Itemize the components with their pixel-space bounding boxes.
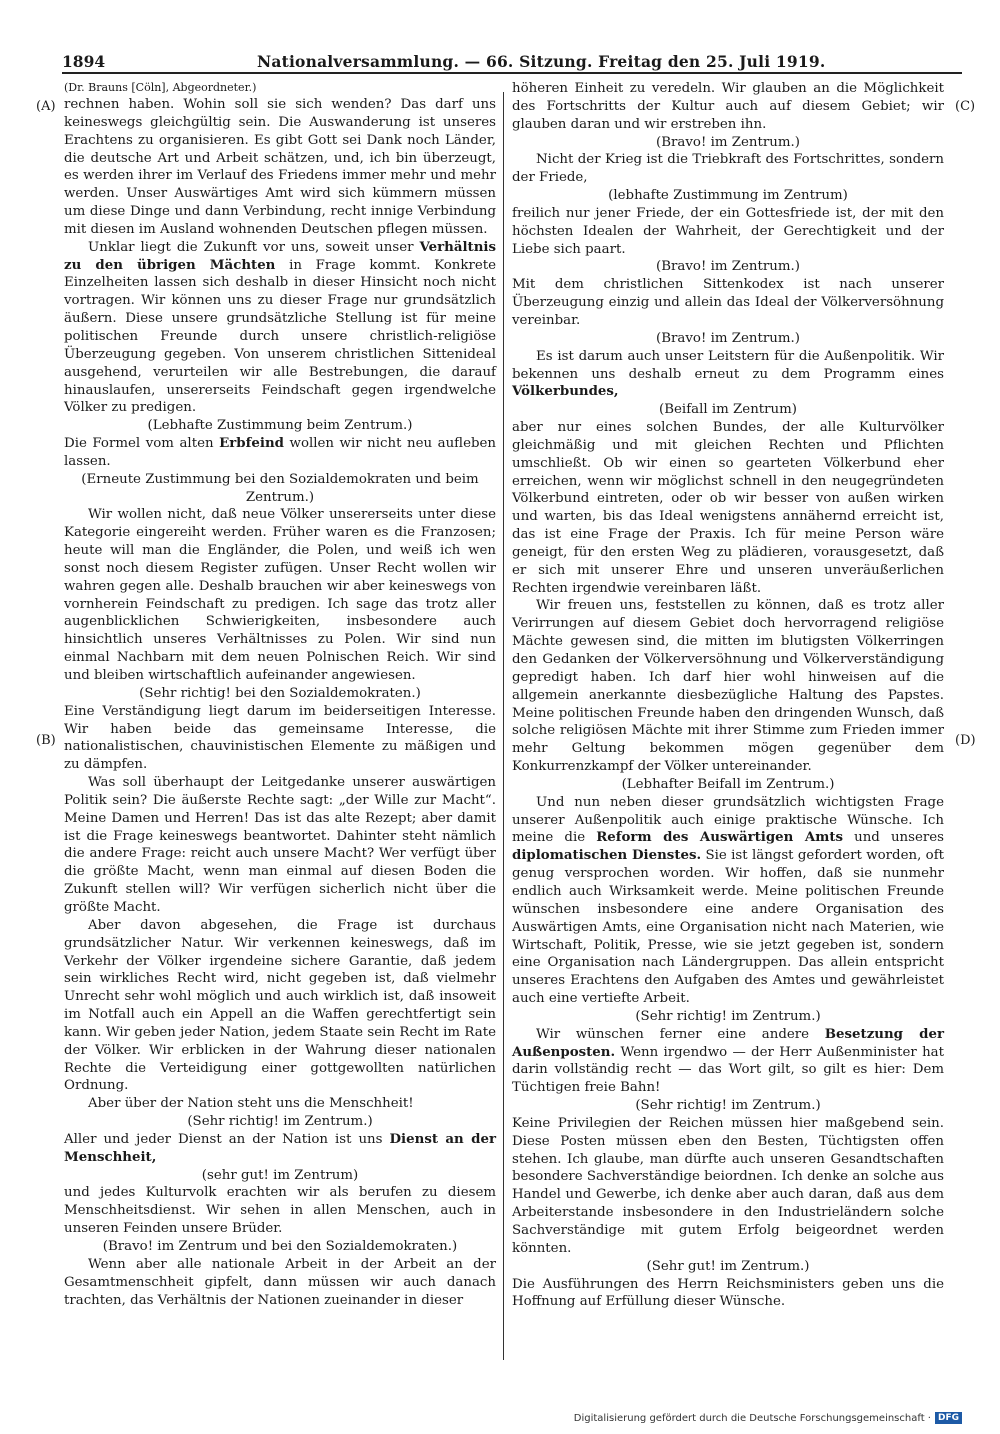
paragraph: freilich nur jener Friede, der ein Gottesfriede ist, der mit den höchsten Idealen der Wahrheit, der Gerechtigkeit und der Liebe sich paart. — [512, 205, 944, 257]
emphasis: Besetzung der Außenposten. — [512, 1025, 944, 1060]
interjection: (lebhafte Zustimmung im Zentrum) — [608, 188, 848, 204]
margin-marker-b: (B) — [36, 733, 56, 748]
right-column — [512, 80, 944, 1311]
header-rule — [62, 72, 962, 74]
margin-marker-d: (D) — [955, 733, 976, 748]
paragraph: Die Ausführungen des Herrn Reichsministers geben uns die Hoffnung auf Erfüllung dieser Wünsche. — [512, 1276, 944, 1310]
paragraph: Eine Verständigung liegt darum im beiderseitigen Interesse. Wir haben beide das gemeinsame Interesse, die nationalistischen, chauvinistischen Elemente zu mäßigen und zu dämpfen. — [64, 703, 496, 773]
paragraph: und jedes Kulturvolk erachten wir als berufen zu diesem Menschheitsdienst. Wir sehen in allen Menschen, auch in unseren Feinden unsere Brüder. — [64, 1185, 496, 1237]
interjection: (Sehr richtig! im Zentrum.) — [187, 1114, 373, 1130]
paragraph: Keine Privilegien der Reichen müssen hier maßgebend sein. Diese Posten müssen eben den Besten, Tüchtigsten offen stehen. Ich glaube, man dürfte auch unseren Gesandtschaften besondere Sachverständige beiordnen. Ich denke an solche aus Handel und Gewerbe, ich denke aber auch daran, daß aus dem Arbeiterstande insbesondere in den Industrieländern solche Sachverständige mit gutem Erfolg beigeordnet werden könnten. — [512, 1115, 944, 1256]
page-title: Nationalversammlung. — 66. Sitzung. Freitag den 25. Juli 1919. — [257, 52, 826, 71]
interjection: (Sehr richtig! bei den Sozialdemokraten.) — [139, 685, 421, 701]
paragraph: Unklar liegt die Zukunft vor uns, soweit unser Verhältnis zu den übrigen Mächten in Frage kommt. Konkrete Einzelheiten lassen sich deshalb in dieser Hinsicht noch nicht vortragen. Wir können uns zu dieser Frage nur grundsätzlich äußern. Diese unsere grundsätzliche Stellung ist für meine politischen Freunde durch unsere christlich-religiöse Überzeugung gegeben. Von unserem christlichen Sittenideal ausgehend, verurteilen wir alle Bestrebungen, die darauf hinauslaufen, unsererseits Feindschaft gegen irgendwelche Völker zu predigen. — [64, 238, 496, 416]
interjection: (Sehr richtig! im Zentrum.) — [635, 1098, 821, 1114]
paragraph: Aber über der Nation steht uns die Menschheit! — [88, 1096, 414, 1112]
page-header — [62, 50, 962, 74]
interjection: (Lebhafte Zustimmung beim Zentrum.) — [147, 418, 413, 434]
paragraph: Aber davon abgesehen, die Frage ist durchaus grundsätzlicher Natur. Wir verkennen keineswegs, daß im Verkehr der Völker irgendeine sichere Garantie, daß jedem sein wirkliches Recht wird, nicht gegeben ist, daß vielmehr Unrecht sehr wohl möglich und auch wirklich ist, daß insoweit im Notfall auch ein Appell an die Waffen gerechtfertigt sein kann. Wir geben jeder Nation, jedem Staate sein Recht im Rate der Völker. Wir erblicken in der Wahrung dieser nationalen Rechte die Verteidigung einer gottgewollten natürlichen Ordnung. — [64, 917, 496, 1094]
paragraph: höheren Einheit zu veredeln. Wir glauben an die Möglichkeit des Fortschritts der Kultur auch auf diesem Gebiet; wir glauben daran und wir erstreben ihn. — [512, 81, 944, 132]
paragraph: Mit dem christlichen Sittenkodex ist nach unserer Überzeugung einzig und allein das Ideal der Völkerversöhnung vereinbar. — [512, 277, 944, 328]
interjection: (Beifall im Zentrum) — [659, 402, 797, 418]
emphasis: Völkerbundes, — [512, 383, 619, 400]
paragraph: Nicht der Krieg ist die Triebkraft des Fortschrittes, sondern der Friede, — [512, 152, 944, 186]
paragraph: Was soll überhaupt der Leitgedanke unserer auswärtigen Politik sein? Die äußerste Rechte sagt: „der Wille zur Macht“. Meine Damen und Herren! Das ist das alte Rezept; aber damit ist die Frage keineswegs beantwortet. Dahinter steht nämlich die andere Frage: reicht auch unsere Macht? Wer verfügt über die größte Macht, wenn man einmal auf diesen Boden die Zukunft stellen will? Wir verfügen sicherlich nicht über die größte Macht. — [64, 775, 496, 915]
margin-marker-c: (C) — [955, 99, 976, 114]
interjection: (Sehr gut! im Zentrum.) — [646, 1258, 810, 1274]
page-number: 1894 — [62, 52, 106, 71]
emphasis: Erbfeind — [219, 435, 284, 452]
dfg-logo: DFG — [935, 1412, 962, 1424]
paragraph: Es ist darum auch unser Leitstern für die Außenpolitik. Wir bekennen uns deshalb erneut zu dem Programm eines Völkerbundes, — [512, 348, 944, 400]
emphasis: diplomatischen Dienstes. — [512, 847, 702, 864]
interjection: (Erneute Zustimmung bei den Sozialdemokraten und beim Zentrum.) — [81, 471, 479, 505]
emphasis: Reform des Auswärtigen Amts — [596, 829, 844, 846]
interjection: (Bravo! im Zentrum und bei den Sozialdemokraten.) — [102, 1239, 458, 1254]
margin-marker-a: (A) — [36, 99, 56, 114]
interjection: (sehr gut! im Zentrum) — [201, 1167, 359, 1183]
paragraph: Aller und jeder Dienst an der Nation ist uns Dienst an der Menschheit, — [64, 1130, 497, 1165]
interjection: (Bravo! im Zentrum.) — [656, 259, 800, 275]
paragraph: rechnen haben. Wohin soll sie sich wenden? Das darf uns keineswegs gleichgültig sein. Die Auswanderung ist unseres Erachtens zu organisieren. Es gibt Gott sei Dank noch Länder, die deutsche Art und Arbeit schätzen, und, ich bin überzeugt, es werden ihrer im Verlauf des Friedens immer mehr und mehr werden. Unser Auswärtiges Amt wird sich kümmern müssen um diese Dinge und dann Verbindung, recht innige Verbindung mit diesen im Ausland wohnenden Deutschen pflegen müssen. — [64, 97, 496, 237]
interjection: (Sehr richtig! im Zentrum.) — [635, 1008, 821, 1024]
paragraph: Die Formel vom alten Erbfeind wollen wir nicht neu aufleben lassen. — [64, 435, 497, 469]
emphasis: Verhältnis zu den übrigen Mächten — [64, 238, 496, 273]
left-column — [64, 80, 496, 1309]
paragraph: Wir wünschen ferner eine andere Besetzung der Außenposten. Wenn irgendwo — der Herr Außenminister hat darin vollständig recht — das Wort gilt, so gilt es hier: Dem Tüchtigen freie Bahn! — [512, 1025, 944, 1096]
paragraph: Und nun neben dieser grundsätzlich wichtigsten Frage unserer Außenpolitik auch einige praktische Wünsche. Ich meine die Reform des Auswärtigen Amts und unseres diplomatischen Dienstes. Sie ist längst gefordert worden, oft genug versprochen worden. Wir hoffen, daß sie nunmehr endlich auch Wirksamkeit werde. Meine politischen Freunde wünschen insbesondere eine andere Organisation des Auswärtigen Amts, eine Organisation nicht nach Materien, wie Wirtschaft, Politik, Presse, wie sie jetzt gegeben ist, sondern eine Organisation nach Ländergruppen. Das allein entspricht unseres Erachtens den Aufgaben des Amtes und gewährleistet auch eine vertiefte Arbeit. — [512, 794, 944, 1007]
paragraph: Wir wollen nicht, daß neue Völker unsererseits unter diese Kategorie eingereiht werden. Früher waren es die Franzosen; heute will man die Engländer, die Polen, und weiß ich wen sonst noch diesem Register zufügen. Unser Recht wollen wir wahren gegen alle. Deshalb brauchen wir aber keineswegs von vornherein Feindschaft zu predigen. Ich sage das trotz aller augenblicklichen Schwierigkeiten, insbesondere auch hinsichtlich unseres Verhältnisses zu Polen. Wir sind nun einmal Nachbarn mit dem neuen Polnischen Reich. Wir sind und bleiben wirtschaftlich aufeinander angewiesen. — [64, 507, 496, 683]
column-divider — [503, 92, 504, 1360]
interjection: (Bravo! im Zentrum.) — [656, 134, 800, 150]
emphasis: Dienst an der Menschheit, — [64, 1130, 497, 1165]
interjection: (Lebhafter Beifall im Zentrum.) — [621, 776, 835, 792]
paragraph: Wir freuen uns, feststellen zu können, daß es trotz aller Verirrungen auf diesem Gebiet doch hervorragend religiöse Mächte gewesen sind, die mitten im blutigsten Völkerringen den Gedanken der Völkerversöhnung und Völkerverständigung gepredigt haben. Ich darf hier wohl hinweisen auf die allgemein anerkannte diesbezügliche Haltung des Papstes. Meine politischen Freunde haben den dringenden Wunsch, daß solche religiösen Mächte mit ihrer Stimme zum Frieden immer mehr Geltung bekommen mögen gegenüber dem Konkurrenzkampf der Völker untereinander. — [512, 598, 944, 775]
footer-credit — [574, 1412, 962, 1424]
speaker-line: (Dr. Brauns [Cöln], Abgeordneter.) — [64, 81, 257, 94]
footer-text: Digitalisierung gefördert durch die Deutsche Forschungsgemeinschaft · — [573, 1412, 931, 1424]
interjection: (Bravo! im Zentrum.) — [656, 330, 800, 346]
paragraph: aber nur eines solchen Bundes, der alle Kulturvölker gleichmäßig und mit gleichen Rechten und Pflichten umschließt. Ob wir einen so gearteten Völkerbund eher erreichen, wenn wir möglichst schnell in den neugegründeten Völkerbund eintreten, oder ob wir besser von außen wirken und warten, bis das Ideal wenigstens annähernd erreicht ist, das ist eine Frage der Praxis. Ich für meine Person wäre geneigt, für den ersten Weg zu plädieren, vorausgesetzt, daß er sich mit unserer Ehre und unseren unveräußerlichen Rechten irgendwie vereinbaren läßt. — [512, 420, 944, 596]
paragraph: Wenn aber alle nationale Arbeit in der Arbeit an der Gesamtmenschheit gipfelt, dann müssen wir auch danach trachten, das Verhältnis der Nationen zueinander in dieser — [64, 1256, 496, 1308]
